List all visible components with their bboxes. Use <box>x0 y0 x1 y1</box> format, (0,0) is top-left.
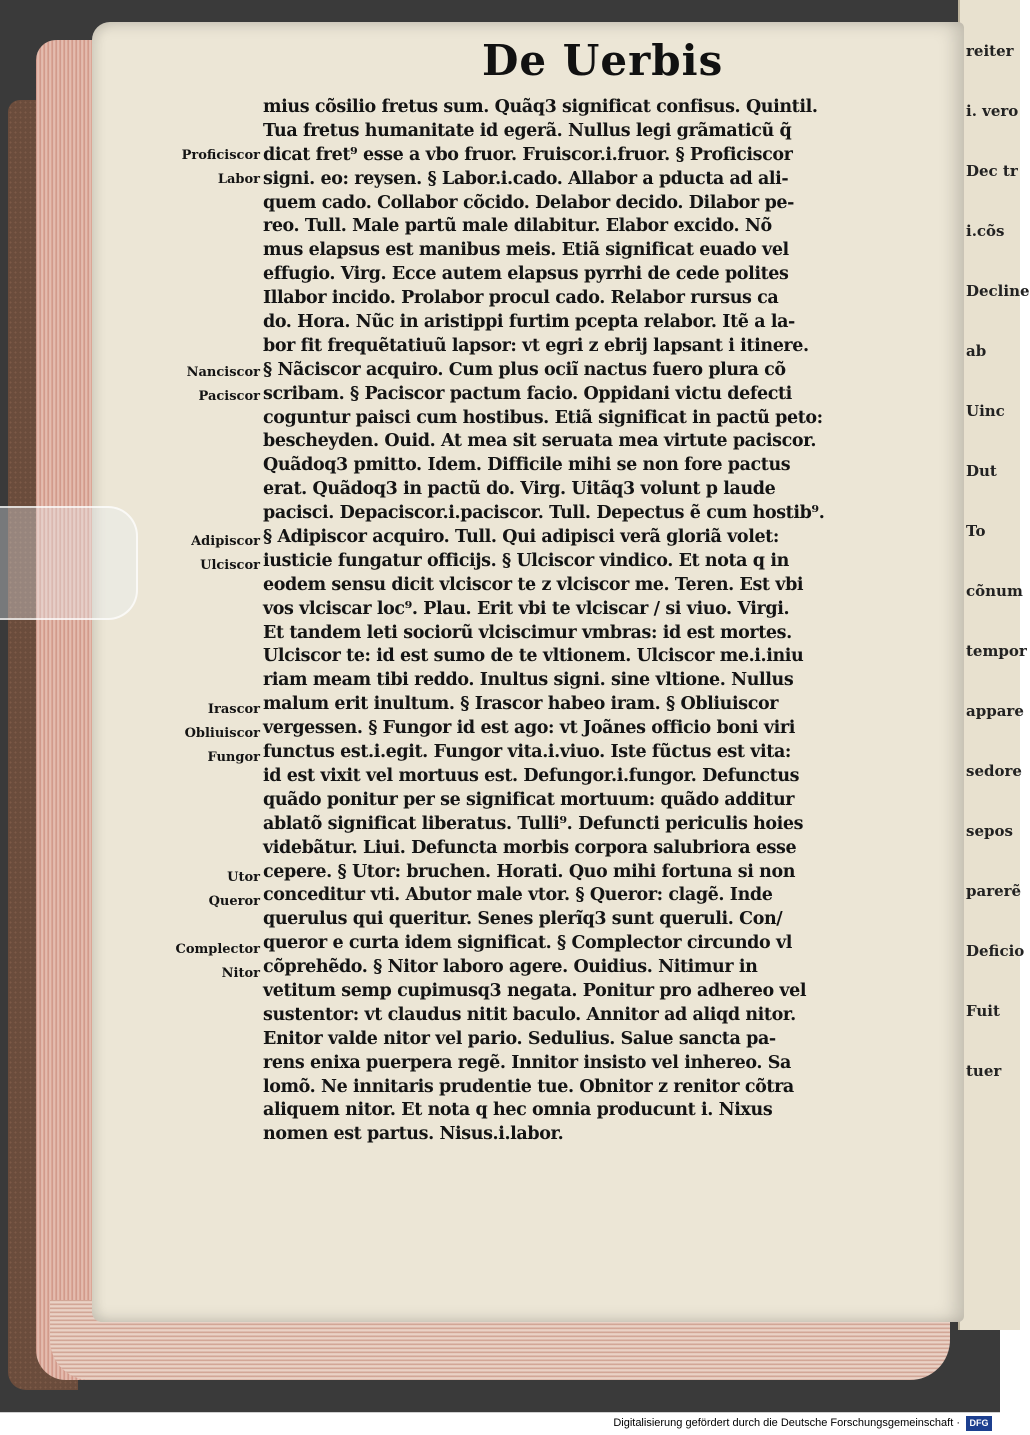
text-line: mus elapsus est manibus meis. Etiã significat euado vel <box>263 240 789 261</box>
text-line: scribam. § Paciscor pactum facio. Oppidani victu defecti <box>263 383 792 404</box>
text-line: vetitum semp cupimusq3 negata. Ponitur pro adhereo vel <box>263 980 807 1001</box>
margin-note: Complector <box>175 942 260 957</box>
facing-page-fragment: To <box>966 522 986 540</box>
text-line: Illabor incido. Prolabor procul cado. Relabor rursus ca <box>263 288 779 309</box>
margin-note: Nitor <box>221 966 260 981</box>
page-block-edge <box>36 40 96 1380</box>
body-text <box>263 96 883 1147</box>
facing-page-fragment: Deficio <box>966 942 1025 960</box>
text-line: lomõ. Ne innitaris prudentie tue. Obnitor z renitor cõtra <box>263 1076 794 1097</box>
footer-bar <box>0 1412 1000 1435</box>
text-line: do. Hora. Nũc in aristippi furtim pcepta relabor. Itẽ a la- <box>263 312 795 333</box>
text-line: id est vixit vel mortuus est. Defungor.i.fungor. Defunctus <box>263 765 800 786</box>
funding-note: Digitalisierung gefördert durch die Deutsche Forschungsgemeinschaft · <box>613 1417 960 1429</box>
facing-page-fragment: Fuit <box>966 1002 1000 1020</box>
facing-page-fragment: Dut <box>966 462 997 480</box>
text-line: § Adipiscor acquiro. Tull. Qui adipisci verã gloriã volet: <box>263 527 779 548</box>
facing-page-fragment: Dec tr <box>966 162 1018 180</box>
text-line: malum erit inultum. § Irascor habeo iram. § Obliuiscor <box>263 694 779 715</box>
text-line: conceditur vti. Abutor male vtor. § Queror: clagẽ. Inde <box>263 885 773 906</box>
margin-note: Paciscor <box>198 389 260 404</box>
text-line: sustentor: vt claudus nitit baculo. Annitor ad aliqd nitor. <box>263 1004 796 1025</box>
facing-page-fragment: tuer <box>966 1062 1002 1080</box>
margin-note: Ulciscor <box>200 558 260 573</box>
margin-note: Nanciscor <box>186 365 260 380</box>
text-line: ablatõ significat liberatus. Tulli⁹. Defuncti periculis hoies <box>263 813 804 834</box>
margin-note: Obliuiscor <box>184 726 260 741</box>
text-line: quãdo ponitur per se significat mortuum: quãdo additur <box>263 789 795 810</box>
text-line: Tua fretus humanitate id egerã. Nullus legi grãmaticũ q̃ <box>263 120 792 141</box>
text-line: eodem sensu dicit vlciscor te z vlciscor me. Teren. Est vbi <box>263 574 804 595</box>
text-line: Quãdoq3 pmitto. Idem. Difficile mihi se non fore pactus <box>263 455 791 476</box>
text-line: rens enixa puerpera regẽ. Innitor insisto vel inhereo. Sa <box>263 1052 791 1073</box>
facing-page-fragment: ab <box>966 342 987 360</box>
text-line: vergessen. § Fungor id est ago: vt Joãnes officio boni viri <box>263 718 795 739</box>
margin-note: Queror <box>208 894 260 909</box>
text-line: erat. Quãdoq3 in pactũ do. Virg. Uitãq3 volunt p laude <box>263 479 776 500</box>
text-line: nomen est partus. Nisus.i.labor. <box>263 1124 564 1145</box>
margin-note: Adipiscor <box>191 534 260 549</box>
page-clip <box>0 506 138 620</box>
text-line: iusticie fungatur officijs. § Ulciscor vindico. Et nota q in <box>263 550 789 571</box>
text-line: cõprehẽdo. § Nitor laboro agere. Ouidius. Nitimur in <box>263 957 758 978</box>
text-line: reo. Tull. Male partũ male dilabitur. Elabor excido. Nõ <box>263 216 772 237</box>
text-line: effugio. Virg. Ecce autem elapsus pyrrhi de cede polites <box>263 264 789 285</box>
facing-page-fragment: reiter <box>966 42 1014 60</box>
facing-page-fragment: i. vero <box>966 102 1019 120</box>
facing-page-fragment: tempor <box>966 642 1027 660</box>
margin-note: Fungor <box>207 750 260 765</box>
text-line: aliquem nitor. Et nota q hec omnia producunt i. Nixus <box>263 1100 773 1121</box>
facing-page-fragment: sepos <box>966 822 1013 840</box>
text-line: videbãtur. Liui. Defuncta morbis corpora salubriora esse <box>263 837 797 858</box>
text-line: bescheyden. Ouid. At mea sit seruata mea virtute paciscor. <box>263 431 817 452</box>
text-line: vos vlciscar loc⁹. Plau. Erit vbi te vlciscar / si viuo. Virgi. <box>263 598 790 619</box>
text-line: functus est.i.egit. Fungor vita.i.viuo. Iste fũctus est vita: <box>263 742 791 763</box>
text-line: riam meam tibi reddo. Inultus signi. sine vltione. Nullus <box>263 670 794 691</box>
text-line: coguntur paisci cum hostibus. Etiã significat in pactũ peto: <box>263 407 823 428</box>
text-line: mius cõsilio fretus sum. Quãq3 significat confisus. Quintil. <box>263 97 818 117</box>
text-line: Ulciscor te: id est sumo de te vltionem. Ulciscor me.i.iniu <box>263 646 804 667</box>
page-title: De Uerbis <box>482 36 724 85</box>
text-line: quem cado. Collabor cõcido. Delabor decido. Dilabor pe- <box>263 192 795 213</box>
facing-page <box>958 0 1030 1330</box>
text-line: Enitor valde nitor vel pario. Sedulius. Salue sancta pa- <box>263 1028 776 1049</box>
dfg-logo: DFG <box>966 1416 992 1431</box>
margin-note: Proficiscor <box>181 148 260 163</box>
text-line: queror e curta idem significat. § Complector circundo vl <box>263 933 792 954</box>
text-line: § Nãciscor acquiro. Cum plus ociĩ nactus fuero plura cõ <box>263 359 786 380</box>
facing-page-fragment: cõnum <box>966 582 1023 600</box>
facing-page-fragment: parerẽ <box>966 882 1022 900</box>
facing-page-fragment: appare <box>966 702 1024 720</box>
text-line: Et tandem leti sociorũ vlciscimur vmbras: id est mortes. <box>263 622 792 643</box>
facing-page-fragment: Decline <box>966 282 1030 300</box>
text-line: querulus qui queritur. Senes plerĩq3 sunt queruli. Con/ <box>263 909 783 930</box>
facing-page-fragment: i.cõs <box>966 222 1005 240</box>
facing-page-fragment: sedore <box>966 762 1022 780</box>
text-line: bor fit frequẽtatiuũ lapsor: vt egri z ebrij lapsant i itinere. <box>263 335 809 356</box>
margin-note: Utor <box>227 870 260 885</box>
text-line: pacisci. Depaciscor.i.paciscor. Tull. Depectus ẽ cum hostib⁹. <box>263 503 825 524</box>
margin-note: Labor <box>217 172 260 187</box>
text-line: dicat fret⁹ esse a vbo fruor. Fruiscor.i.fruor. § Proficiscor <box>263 144 793 165</box>
text-line: signi. eo: reysen. § Labor.i.cado. Allabor a pducta ad ali- <box>263 168 789 189</box>
text-line: cepere. § Utor: bruchen. Horati. Quo mihi fortuna si non <box>263 861 796 882</box>
facing-page-fragment: Uinc <box>966 402 1005 420</box>
margin-note: Irascor <box>207 702 260 717</box>
